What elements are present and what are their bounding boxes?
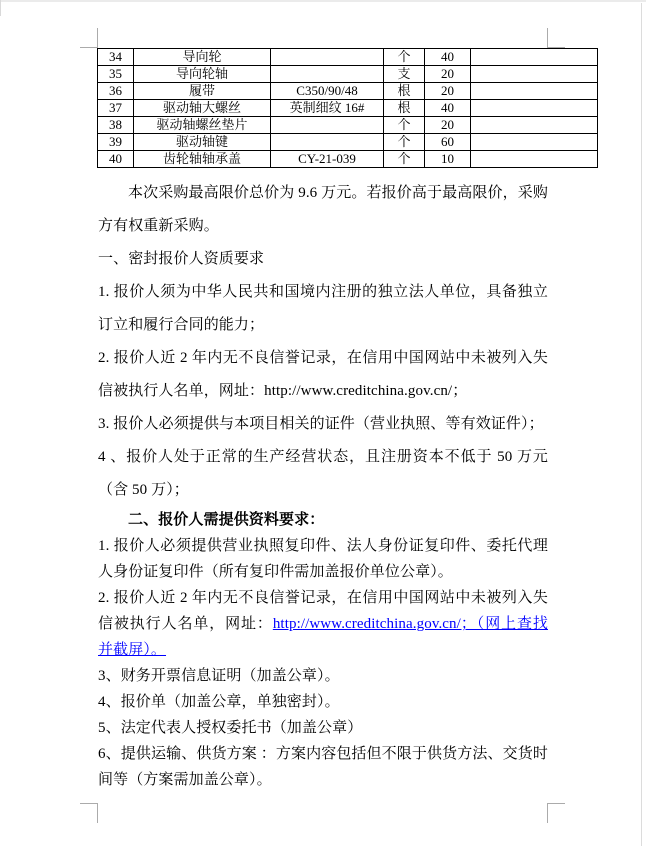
cell-spec <box>271 66 384 83</box>
cell-spec: 英制细纹 16# <box>271 100 384 117</box>
cell-note <box>471 49 598 66</box>
cell-note <box>471 66 598 83</box>
section2-item-3: 3、财务开票信息证明（加盖公章）。 <box>98 668 340 684</box>
section2-item-6: 6、提供运输、供货方案 ：方案内容包括但不限于供货方法、交货时间等（方案需加盖公章）。 <box>98 746 548 788</box>
margin-mark-bottom-left <box>80 803 98 823</box>
cell-spec: C350/90/48 <box>271 83 384 100</box>
cell-note <box>471 83 598 100</box>
cell-unit: 根 <box>384 100 425 117</box>
cell-unit: 根 <box>384 83 425 100</box>
section2-item-2 <box>98 585 548 663</box>
items-table <box>97 48 598 168</box>
cell-name: 导向轮轴 <box>134 66 271 83</box>
page-left-edge-line <box>0 0 1 16</box>
table-row <box>98 117 598 134</box>
table-row <box>98 134 598 151</box>
cell-name: 驱动轴键 <box>134 134 271 151</box>
section1-item-1: 1. 报价人须为中华人民共和国境内注册的独立法人单位，具备独立订立和履行合同的能力； <box>98 284 548 333</box>
section2-item-2-text: 2. 报价人近 2 年内无不良信誉记录，在信用中国网站中未被列入失信被执行人名单，网址： <box>98 590 548 632</box>
cell-note <box>471 151 598 168</box>
table-row <box>98 66 598 83</box>
section2-heading: 二、报价人需提供资料要求： <box>128 512 325 528</box>
margin-mark-top-left <box>80 28 98 48</box>
cell-qty: 20 <box>425 66 471 83</box>
cell-no: 34 <box>98 49 134 66</box>
cell-name: 导向轮 <box>134 49 271 66</box>
cell-no: 39 <box>98 134 134 151</box>
section1-item-3: 3. 报价人必须提供与本项目相关的证件（营业执照、等有效证件）； <box>98 416 544 432</box>
cell-unit: 个 <box>384 49 425 66</box>
section2-item-1: 1. 报价人必须提供营业执照复印件、法人身份证复印件、委托代理人身份证复印件（所有复印件需加盖报价单位公章）。 <box>98 538 548 580</box>
table-row <box>98 83 598 100</box>
page-top-edge-line <box>0 0 646 2</box>
table-row <box>98 49 598 66</box>
cell-unit: 个 <box>384 151 425 168</box>
cell-qty: 40 <box>425 100 471 117</box>
cell-name: 齿轮轴轴承盖 <box>134 151 271 168</box>
section1-item-2: 2. 报价人近 2 年内无不良信誉记录，在信用中国网站中未被列入失信被执行人名单，网址：http://www.creditchina.gov.cn/； <box>98 350 548 399</box>
cell-no: 35 <box>98 66 134 83</box>
cell-name: 驱动轴大螺丝 <box>134 100 271 117</box>
table-row <box>98 100 598 117</box>
cell-note <box>471 117 598 134</box>
cell-qty: 40 <box>425 49 471 66</box>
cell-no: 37 <box>98 100 134 117</box>
cell-no: 36 <box>98 83 134 100</box>
cell-spec <box>271 117 384 134</box>
cell-note <box>471 134 598 151</box>
cell-qty: 60 <box>425 134 471 151</box>
cell-note <box>471 100 598 117</box>
cell-qty: 10 <box>425 151 471 168</box>
cell-no: 40 <box>98 151 134 168</box>
page-right-edge-line <box>641 3 642 846</box>
cell-spec <box>271 49 384 66</box>
intro-paragraph: 本次采购最高限价总价为 9.6 万元。若报价高于最高限价，采购方有权重新采购。 <box>98 185 548 234</box>
cell-name: 履带 <box>134 83 271 100</box>
cell-unit: 个 <box>384 117 425 134</box>
cell-qty: 20 <box>425 117 471 134</box>
section2-item-4: 4、报价单（加盖公章，单独密封）。 <box>98 694 340 710</box>
cell-spec: CY-21-039 <box>271 151 384 168</box>
table-row <box>98 151 598 168</box>
margin-mark-top-right <box>547 28 565 48</box>
document-body <box>98 177 548 793</box>
margin-mark-bottom-right <box>547 803 565 823</box>
section1-item-4: 4 、报价人处于正常的生产经营状态，且注册资本不低于 50 万元（含 50 万）； <box>98 449 548 498</box>
cell-name: 驱动轴螺丝垫片 <box>134 117 271 134</box>
cell-qty: 20 <box>425 83 471 100</box>
cell-unit: 个 <box>384 134 425 151</box>
section1-heading: 一、密封报价人资质要求 <box>98 251 265 267</box>
creditchina-hyperlink[interactable]: http://www.creditchina.gov.cn/；（网上查找并截屏）。 <box>98 616 548 658</box>
cell-spec <box>271 134 384 151</box>
section2-item-5: 5、法定代表人授权委托书（加盖公章） <box>98 720 363 736</box>
cell-no: 38 <box>98 117 134 134</box>
cell-unit: 支 <box>384 66 425 83</box>
